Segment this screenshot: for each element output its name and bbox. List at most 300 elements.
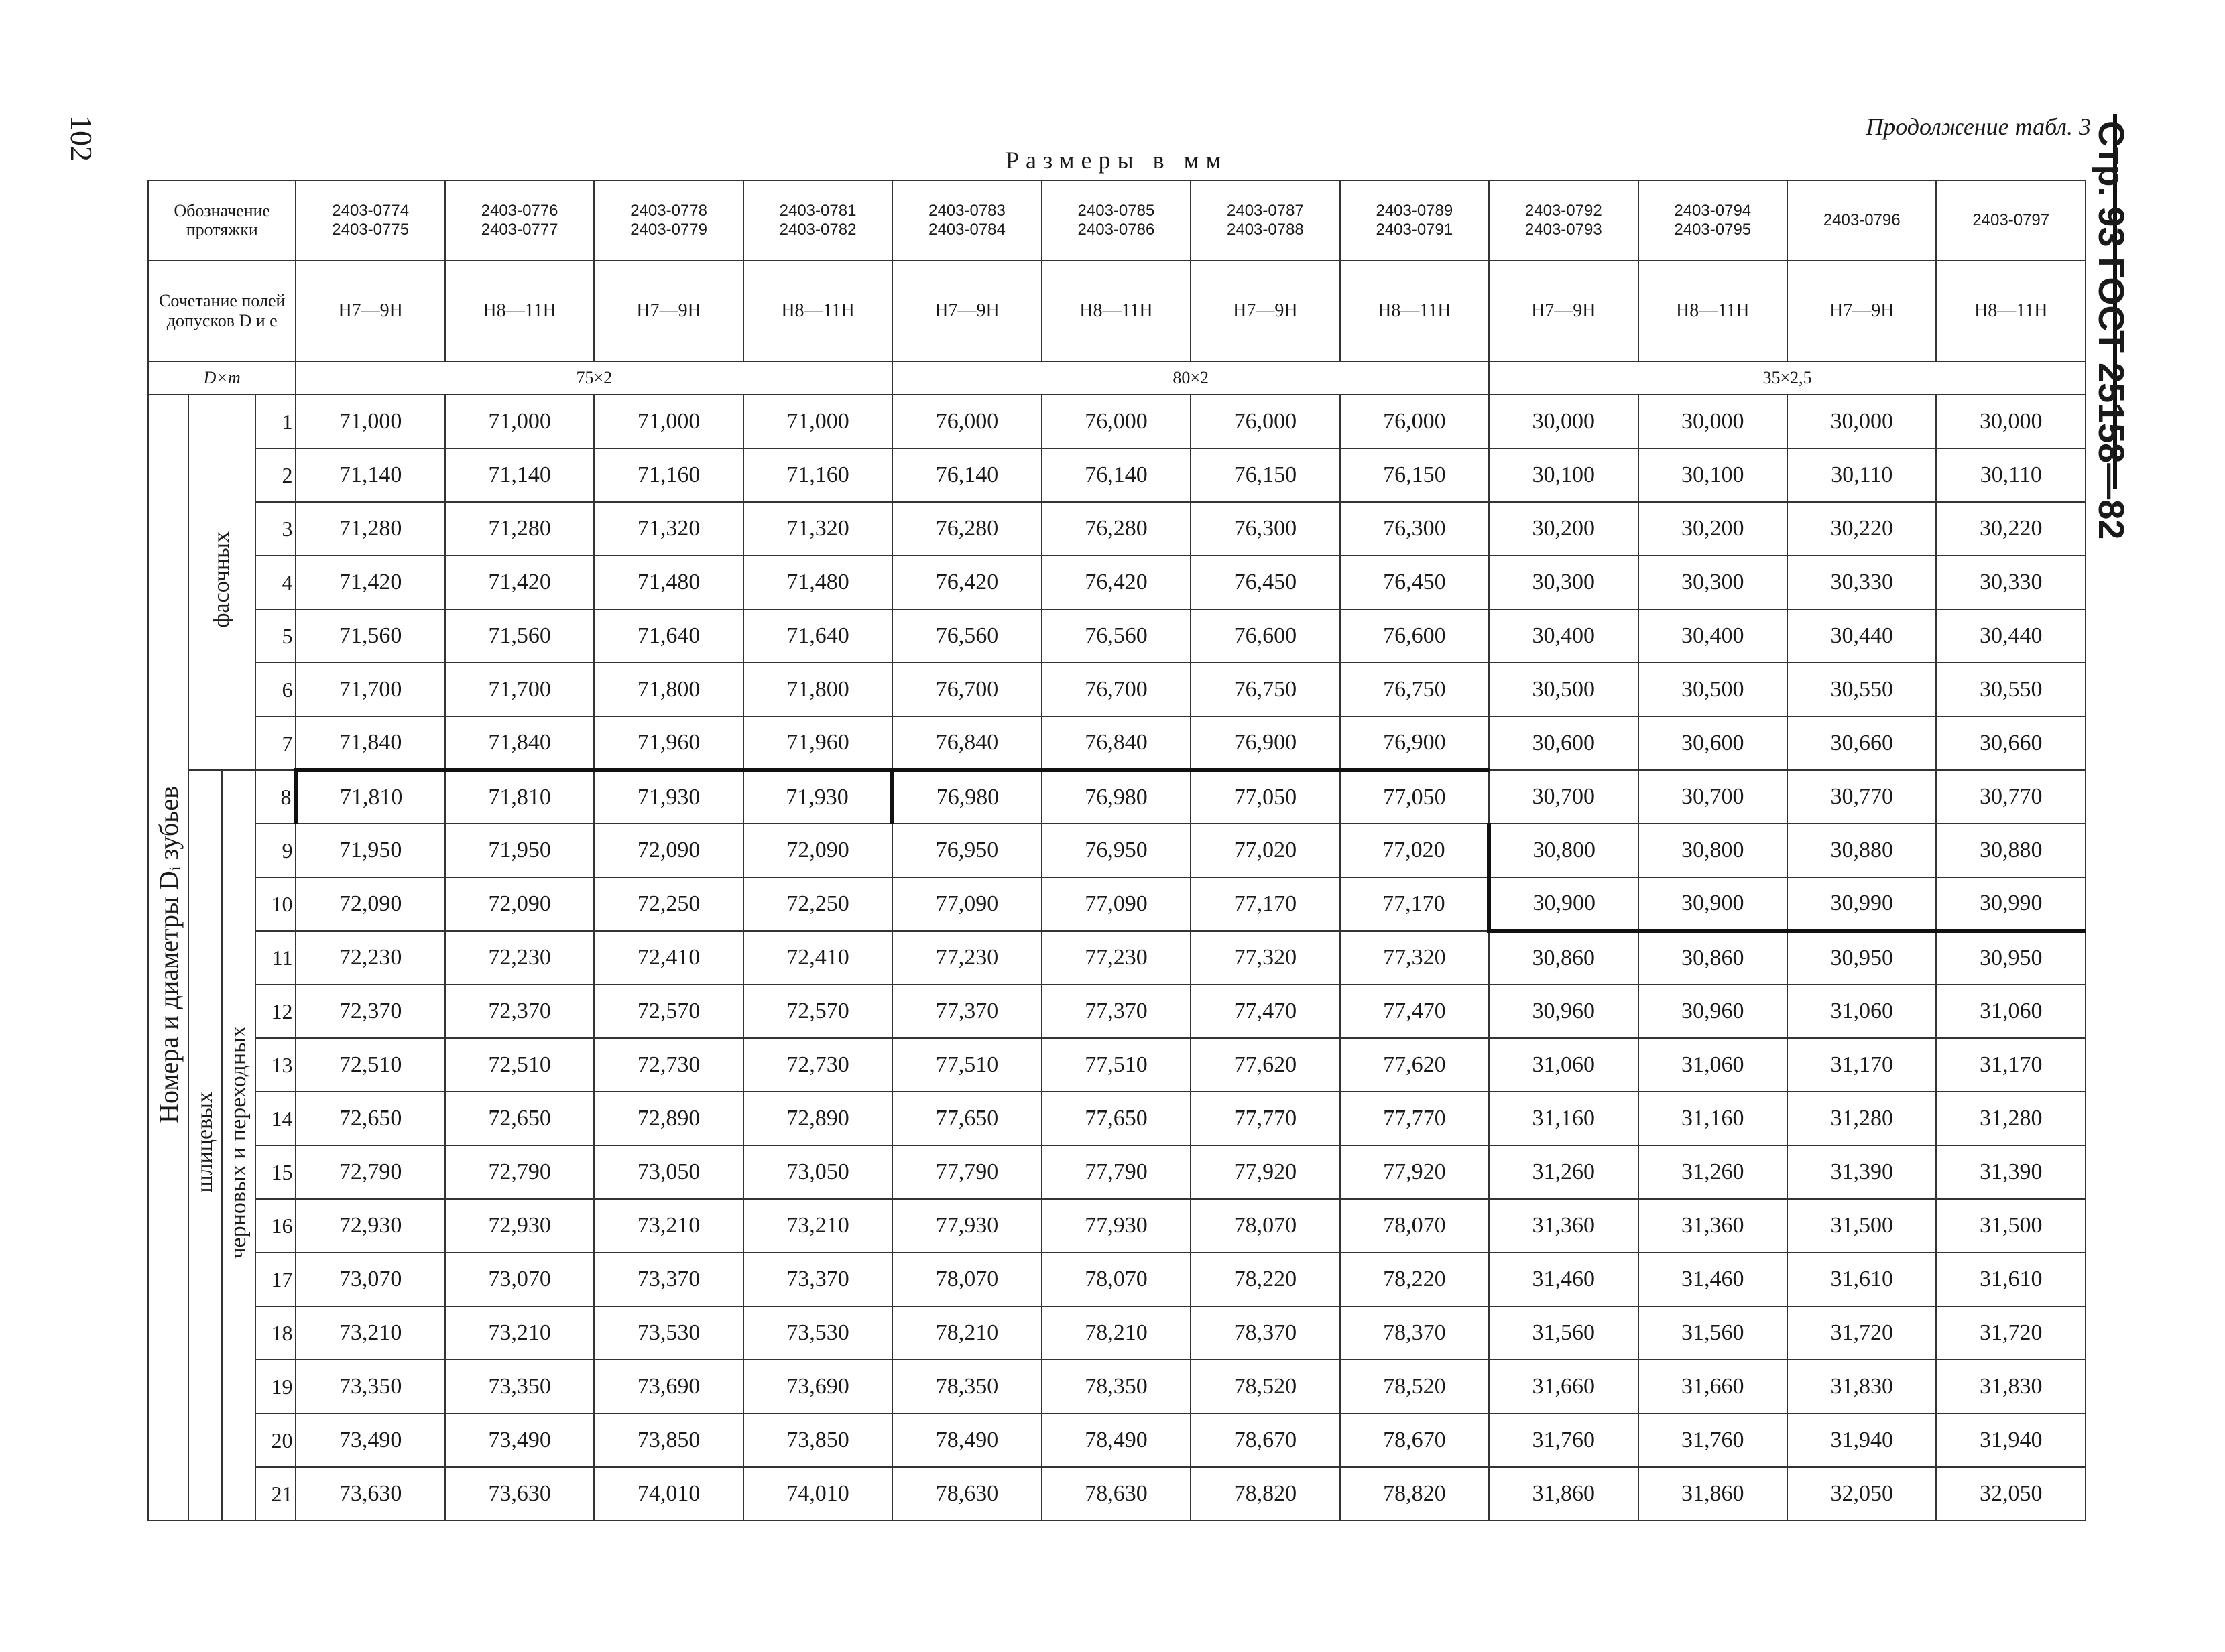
diameter-value: 73,850: [743, 1413, 892, 1467]
designation-code: 2403-0776: [481, 202, 558, 220]
diameter-value: 78,350: [1042, 1360, 1191, 1413]
standard-reference: Стр. 93 ГОСТ 25158—82: [2091, 121, 2131, 540]
diameter-value: 71,840: [445, 716, 594, 770]
diameter-value: 31,500: [1787, 1199, 1936, 1253]
diameter-value: 30,110: [1936, 448, 2086, 502]
tooth-number: 7: [255, 716, 296, 770]
diameter-value: 30,660: [1936, 716, 2086, 770]
diameter-value: 76,600: [1191, 609, 1339, 663]
diameter-value: 77,170: [1191, 877, 1339, 931]
tolerance-cell: H8—11H: [743, 261, 892, 361]
diameter-value: 30,960: [1489, 984, 1638, 1038]
diameter-value: 76,140: [1042, 448, 1191, 502]
diameter-value: 76,140: [892, 448, 1041, 502]
diameter-value: 31,170: [1936, 1038, 2086, 1092]
designation-code: 2403-0787: [1227, 202, 1304, 220]
diameter-value: 73,850: [594, 1413, 743, 1467]
diameter-value: 77,050: [1191, 770, 1339, 824]
diameter-value: 77,620: [1340, 1038, 1489, 1092]
diameter-value: 77,510: [1042, 1038, 1191, 1092]
teeth-label: Номера и диаметры Dᵢ зубьев: [153, 786, 184, 1123]
diameter-value: 30,700: [1489, 770, 1638, 824]
tolerance-cell: H8—11H: [1638, 261, 1787, 361]
diameter-value: 76,700: [1042, 663, 1191, 716]
tooth-number: 16: [255, 1199, 296, 1253]
diameter-value: 71,320: [594, 502, 743, 556]
diameter-value: 71,480: [743, 556, 892, 609]
rough-group-label: [222, 770, 255, 1521]
diameter-value: 77,470: [1191, 984, 1339, 1038]
diameter-value: 71,560: [296, 609, 444, 663]
tooth-number: 20: [255, 1413, 296, 1467]
diameter-value: 31,760: [1489, 1413, 1638, 1467]
tooth-number: 9: [255, 824, 296, 877]
table-row: [148, 609, 2086, 663]
designation-code: 2403-0779: [630, 220, 707, 239]
tooth-number: 3: [255, 502, 296, 556]
table-row: [148, 1413, 2086, 1467]
dxm-label: D×m: [148, 361, 296, 395]
diameter-value: 78,490: [1042, 1413, 1191, 1467]
table-row: [148, 448, 2086, 502]
diameter-value: 30,000: [1936, 395, 2086, 448]
diameter-value: 72,230: [296, 931, 444, 984]
diameter-value: 77,090: [892, 877, 1041, 931]
diameter-value: 76,980: [892, 770, 1041, 824]
designation-cell: [296, 180, 444, 261]
diameter-value: 30,200: [1638, 502, 1787, 556]
diameter-value: 77,930: [1042, 1199, 1191, 1253]
diameter-value: 71,000: [594, 395, 743, 448]
designation-cell: [1787, 180, 1936, 261]
table-row: [148, 1306, 2086, 1360]
diameter-value: 78,820: [1340, 1467, 1489, 1521]
diameter-value: 78,520: [1340, 1360, 1489, 1413]
diameter-value: 31,560: [1489, 1306, 1638, 1360]
table-row: [148, 824, 2086, 877]
diameter-value: 71,000: [743, 395, 892, 448]
diameter-value: 31,720: [1936, 1306, 2086, 1360]
diameter-value: 72,090: [445, 877, 594, 931]
diameter-value: 76,000: [892, 395, 1041, 448]
diameter-value: 76,420: [892, 556, 1041, 609]
diameter-value: 78,370: [1340, 1306, 1489, 1360]
designation-code: 2403-0794: [1674, 202, 1752, 220]
diameter-value: 73,210: [296, 1306, 444, 1360]
diameter-value: 30,880: [1936, 824, 2086, 877]
diameter-value: 78,220: [1340, 1253, 1489, 1306]
tolerance-cell: H7—9H: [1787, 261, 1936, 361]
diameter-value: 76,750: [1191, 663, 1339, 716]
diameter-value: 30,660: [1787, 716, 1936, 770]
tolerance-cell: H7—9H: [296, 261, 444, 361]
diameter-value: 30,000: [1787, 395, 1936, 448]
diameter-value: 31,610: [1936, 1253, 2086, 1306]
designation-code: 2403-0782: [779, 220, 857, 239]
table-row: [148, 395, 2086, 448]
diameter-value: 78,220: [1191, 1253, 1339, 1306]
diameter-value: 74,010: [594, 1467, 743, 1521]
diameter-value: 30,000: [1638, 395, 1787, 448]
diameter-value: 76,450: [1340, 556, 1489, 609]
diameter-value: 31,060: [1638, 1038, 1787, 1092]
designation-code: 2403-0785: [1077, 202, 1155, 220]
dxm-group-1: 75×2: [296, 361, 892, 395]
diameter-value: 72,930: [296, 1199, 444, 1253]
designation-cell: [1191, 180, 1339, 261]
diameter-value: 73,210: [445, 1306, 594, 1360]
diameter-value: 31,460: [1638, 1253, 1787, 1306]
diameter-value: 30,400: [1638, 609, 1787, 663]
diameter-value: 78,070: [1191, 1199, 1339, 1253]
designation-code: 2403-0783: [928, 202, 1006, 220]
diameter-value: 76,980: [1042, 770, 1191, 824]
diameter-value: 77,020: [1191, 824, 1339, 877]
tooth-number: 17: [255, 1253, 296, 1306]
diameter-value: 76,150: [1191, 448, 1339, 502]
diameter-value: 76,560: [1042, 609, 1191, 663]
designation-code: 2403-0786: [1077, 220, 1155, 239]
diameter-value: 30,990: [1936, 877, 2086, 931]
table-row: [148, 502, 2086, 556]
diameter-value: 72,370: [296, 984, 444, 1038]
tolerance-cell: H7—9H: [1489, 261, 1638, 361]
diameter-value: 71,840: [296, 716, 444, 770]
diameter-value: 73,070: [445, 1253, 594, 1306]
diameter-value: 78,520: [1191, 1360, 1339, 1413]
designation-code: 2403-0796: [1823, 211, 1901, 229]
diameter-value: 72,650: [296, 1092, 444, 1145]
diameter-value: 78,820: [1191, 1467, 1339, 1521]
diameter-value: 73,370: [743, 1253, 892, 1306]
designation-cell: [743, 180, 892, 261]
diameter-value: 76,560: [892, 609, 1041, 663]
diameter-value: 71,810: [445, 770, 594, 824]
diameter-value: 31,360: [1638, 1199, 1787, 1253]
diameter-value: 73,630: [296, 1467, 444, 1521]
diameter-value: 30,440: [1787, 609, 1936, 663]
diameter-value: 71,140: [296, 448, 444, 502]
diameter-value: 73,350: [445, 1360, 594, 1413]
diameter-value: 31,060: [1489, 1038, 1638, 1092]
designation-code: 2403-0777: [481, 220, 558, 239]
diameter-value: 30,100: [1489, 448, 1638, 502]
tooth-number: 21: [255, 1467, 296, 1521]
designation-cell: [1489, 180, 1638, 261]
diameter-value: 31,170: [1787, 1038, 1936, 1092]
diameter-value: 30,880: [1787, 824, 1936, 877]
tooth-number: 4: [255, 556, 296, 609]
table-row: [148, 1253, 2086, 1306]
diameter-value: 73,490: [296, 1413, 444, 1467]
diameter-value: 77,470: [1340, 984, 1489, 1038]
diameter-value: 76,000: [1340, 395, 1489, 448]
designation-cell: [1042, 180, 1191, 261]
diameter-value: 73,050: [743, 1145, 892, 1199]
diameter-value: 30,950: [1787, 931, 1936, 984]
diameter-value: 71,640: [594, 609, 743, 663]
diameter-value: 76,900: [1191, 716, 1339, 770]
table-row: [148, 556, 2086, 609]
diameter-value: 71,930: [594, 770, 743, 824]
tooth-number: 5: [255, 609, 296, 663]
diameter-value: 30,110: [1787, 448, 1936, 502]
tolerance-cell: H8—11H: [1936, 261, 2086, 361]
diameter-value: 78,670: [1340, 1413, 1489, 1467]
diameter-value: 72,790: [296, 1145, 444, 1199]
diameter-value: 30,330: [1936, 556, 2086, 609]
rough-label: черновых и переходных: [226, 1025, 251, 1259]
table-row: [148, 1038, 2086, 1092]
diameter-value: 78,490: [892, 1413, 1041, 1467]
diameter-value: 71,480: [594, 556, 743, 609]
diameter-value: 77,020: [1340, 824, 1489, 877]
designation-code: 2403-0788: [1227, 220, 1304, 239]
diameter-value: 74,010: [743, 1467, 892, 1521]
diameter-value: 30,300: [1489, 556, 1638, 609]
diameter-value: 73,690: [743, 1360, 892, 1413]
diameter-value: 73,050: [594, 1145, 743, 1199]
tooth-number: 1: [255, 395, 296, 448]
designation-cell: [594, 180, 743, 261]
diameter-value: 31,160: [1489, 1092, 1638, 1145]
diameter-value: 72,930: [445, 1199, 594, 1253]
diameter-value: 76,300: [1191, 502, 1339, 556]
table-row: [148, 716, 2086, 770]
table-continuation-caption: Продолжение табл. 3: [1866, 113, 2091, 140]
tooth-number: 8: [255, 770, 296, 824]
diameter-value: 31,940: [1787, 1413, 1936, 1467]
diameter-value: 72,890: [743, 1092, 892, 1145]
dxm-group-3: 35×2,5: [1489, 361, 2086, 395]
diameter-value: 77,650: [892, 1092, 1041, 1145]
table-row: [148, 1145, 2086, 1199]
diameter-value: 72,410: [594, 931, 743, 984]
diameter-value: 77,170: [1340, 877, 1489, 931]
diameter-value: 76,700: [892, 663, 1041, 716]
diameter-value: 31,560: [1638, 1306, 1787, 1360]
tooth-number: 12: [255, 984, 296, 1038]
diameter-value: 31,460: [1489, 1253, 1638, 1306]
diameter-value: 78,070: [1340, 1199, 1489, 1253]
diameter-value: 71,560: [445, 609, 594, 663]
diameter-value: 76,750: [1340, 663, 1489, 716]
diameter-value: 31,860: [1638, 1467, 1787, 1521]
diameter-value: 30,330: [1787, 556, 1936, 609]
diameter-value: 76,280: [1042, 502, 1191, 556]
designation-code: 2403-0797: [1972, 211, 2050, 229]
designation-code: 2403-0781: [779, 202, 857, 220]
diameter-value: 77,230: [892, 931, 1041, 984]
diameter-value: 78,370: [1191, 1306, 1339, 1360]
teeth-group-label: [148, 395, 188, 1521]
tolerance-cell: H7—9H: [1191, 261, 1339, 361]
diameter-value: 71,810: [296, 770, 444, 824]
facet-label: фасочных: [209, 531, 235, 628]
splined-group-label: [188, 770, 222, 1521]
diameter-value: 30,990: [1787, 877, 1936, 931]
diameter-value: 31,390: [1787, 1145, 1936, 1199]
designation-cell: [892, 180, 1041, 261]
diameter-value: 72,570: [743, 984, 892, 1038]
diameter-value: 30,900: [1638, 877, 1787, 931]
diameter-value: 31,280: [1787, 1092, 1936, 1145]
diameter-value: 30,600: [1638, 716, 1787, 770]
diameter-value: 71,420: [296, 556, 444, 609]
diameter-value: 31,280: [1936, 1092, 2086, 1145]
diameter-value: 31,760: [1638, 1413, 1787, 1467]
diameter-value: 76,300: [1340, 502, 1489, 556]
diameter-value: 73,210: [743, 1199, 892, 1253]
diameter-value: 73,530: [743, 1306, 892, 1360]
designation-code: 2403-0792: [1524, 202, 1602, 220]
diameter-value: 30,770: [1936, 770, 2086, 824]
diameter-value: 72,090: [743, 824, 892, 877]
diameter-value: 72,410: [743, 931, 892, 984]
diameter-value: 77,370: [1042, 984, 1191, 1038]
tooth-number: 13: [255, 1038, 296, 1092]
table-row: [148, 1467, 2086, 1521]
diameter-value: 31,660: [1638, 1360, 1787, 1413]
designation-cell: [1638, 180, 1787, 261]
diameter-value: 73,210: [594, 1199, 743, 1253]
diameter-value: 32,050: [1787, 1467, 1936, 1521]
diameter-value: 31,860: [1489, 1467, 1638, 1521]
diameter-value: 77,230: [1042, 931, 1191, 984]
diameter-value: 71,000: [296, 395, 444, 448]
diameter-value: 30,000: [1489, 395, 1638, 448]
table-row: [148, 1360, 2086, 1413]
diameter-value: 71,800: [594, 663, 743, 716]
diameter-value: 31,390: [1936, 1145, 2086, 1199]
diameter-value: 76,950: [892, 824, 1041, 877]
diameter-value: 30,440: [1936, 609, 2086, 663]
tooth-number: 15: [255, 1145, 296, 1199]
splined-label: шлицевых: [192, 1092, 218, 1193]
diameter-value: 31,060: [1936, 984, 2086, 1038]
diameter-value: 72,730: [743, 1038, 892, 1092]
designation-code: 2403-0789: [1376, 202, 1453, 220]
diameter-value: 31,500: [1936, 1199, 2086, 1253]
tolerance-cell: H8—11H: [1340, 261, 1489, 361]
diameter-value: 31,940: [1936, 1413, 2086, 1467]
diameter-value: 76,000: [1191, 395, 1339, 448]
facet-group-label: [188, 395, 255, 770]
diameter-value: 71,700: [296, 663, 444, 716]
diameter-value: 71,420: [445, 556, 594, 609]
diameter-value: 72,250: [743, 877, 892, 931]
diameter-value: 73,690: [594, 1360, 743, 1413]
designation-code: 2403-0778: [630, 202, 707, 220]
diameter-value: 71,960: [594, 716, 743, 770]
diameter-value: 73,630: [445, 1467, 594, 1521]
tooth-number: 18: [255, 1306, 296, 1360]
tolerance-cell: H8—11H: [1042, 261, 1191, 361]
diameter-value: 76,840: [1042, 716, 1191, 770]
tooth-number: 10: [255, 877, 296, 931]
diameter-value: 31,610: [1787, 1253, 1936, 1306]
tooth-number: 14: [255, 1092, 296, 1145]
diameter-value: 30,220: [1787, 502, 1936, 556]
diameter-value: 30,960: [1638, 984, 1787, 1038]
diameter-value: 31,830: [1936, 1360, 2086, 1413]
diameter-value: 77,920: [1340, 1145, 1489, 1199]
designation-code: 2403-0784: [928, 220, 1006, 239]
diameter-value: 78,670: [1191, 1413, 1339, 1467]
table-row: [148, 931, 2086, 984]
diameter-value: 78,630: [892, 1467, 1041, 1521]
tolerance-cell: H7—9H: [594, 261, 743, 361]
table-row: [148, 770, 2086, 824]
tooth-number: 2: [255, 448, 296, 502]
diameter-value: 30,550: [1936, 663, 2086, 716]
designation-cell: [445, 180, 594, 261]
diameter-value: 78,630: [1042, 1467, 1191, 1521]
diameter-value: 72,090: [296, 877, 444, 931]
diameter-value: 77,320: [1191, 931, 1339, 984]
diameter-value: 30,860: [1638, 931, 1787, 984]
diameter-value: 77,620: [1191, 1038, 1339, 1092]
tooth-number: 19: [255, 1360, 296, 1413]
diameter-value: 77,320: [1340, 931, 1489, 984]
diameter-value: 72,090: [594, 824, 743, 877]
diameter-value: 71,000: [445, 395, 594, 448]
diameter-value: 76,840: [892, 716, 1041, 770]
diameter-value: 71,280: [296, 502, 444, 556]
diameter-value: 76,900: [1340, 716, 1489, 770]
designation-code: 2403-0795: [1674, 220, 1752, 239]
tooth-number: 6: [255, 663, 296, 716]
table-row: [148, 984, 2086, 1038]
diameter-value: 77,930: [892, 1199, 1041, 1253]
diameter-value: 78,070: [892, 1253, 1041, 1306]
diameter-value: 78,350: [892, 1360, 1041, 1413]
diameter-value: 30,600: [1489, 716, 1638, 770]
table-row: [148, 1199, 2086, 1253]
diameter-value: 73,490: [445, 1413, 594, 1467]
designation-cell: [1936, 180, 2086, 261]
diameter-value: 71,280: [445, 502, 594, 556]
diameter-value: 76,280: [892, 502, 1041, 556]
diameter-value: 30,400: [1489, 609, 1638, 663]
diameter-value: 71,950: [296, 824, 444, 877]
diameter-value: 72,570: [594, 984, 743, 1038]
diameter-value: 76,000: [1042, 395, 1191, 448]
diameter-value: 73,370: [594, 1253, 743, 1306]
diameter-value: 77,790: [892, 1145, 1041, 1199]
diameter-value: 31,660: [1489, 1360, 1638, 1413]
diameter-value: 73,530: [594, 1306, 743, 1360]
diameter-value: 31,160: [1638, 1092, 1787, 1145]
diameter-value: 31,260: [1489, 1145, 1638, 1199]
diameter-value: 76,420: [1042, 556, 1191, 609]
table-row: [148, 877, 2086, 931]
tolerance-cell: H8—11H: [445, 261, 594, 361]
broach-dimensions-table: [147, 180, 2086, 1521]
designation-code: 2403-0775: [332, 220, 410, 239]
diameter-value: 30,950: [1936, 931, 2086, 984]
diameter-value: 31,360: [1489, 1199, 1638, 1253]
diameter-value: 72,730: [594, 1038, 743, 1092]
diameter-value: 72,370: [445, 984, 594, 1038]
table-row: [148, 663, 2086, 716]
diameter-value: 30,220: [1936, 502, 2086, 556]
tolerance-label: Сочетание полей допусков D и e: [148, 261, 296, 361]
diameter-value: 30,500: [1638, 663, 1787, 716]
designation-code: 2403-0793: [1524, 220, 1602, 239]
designation-cell: [1340, 180, 1489, 261]
diameter-value: 72,890: [594, 1092, 743, 1145]
